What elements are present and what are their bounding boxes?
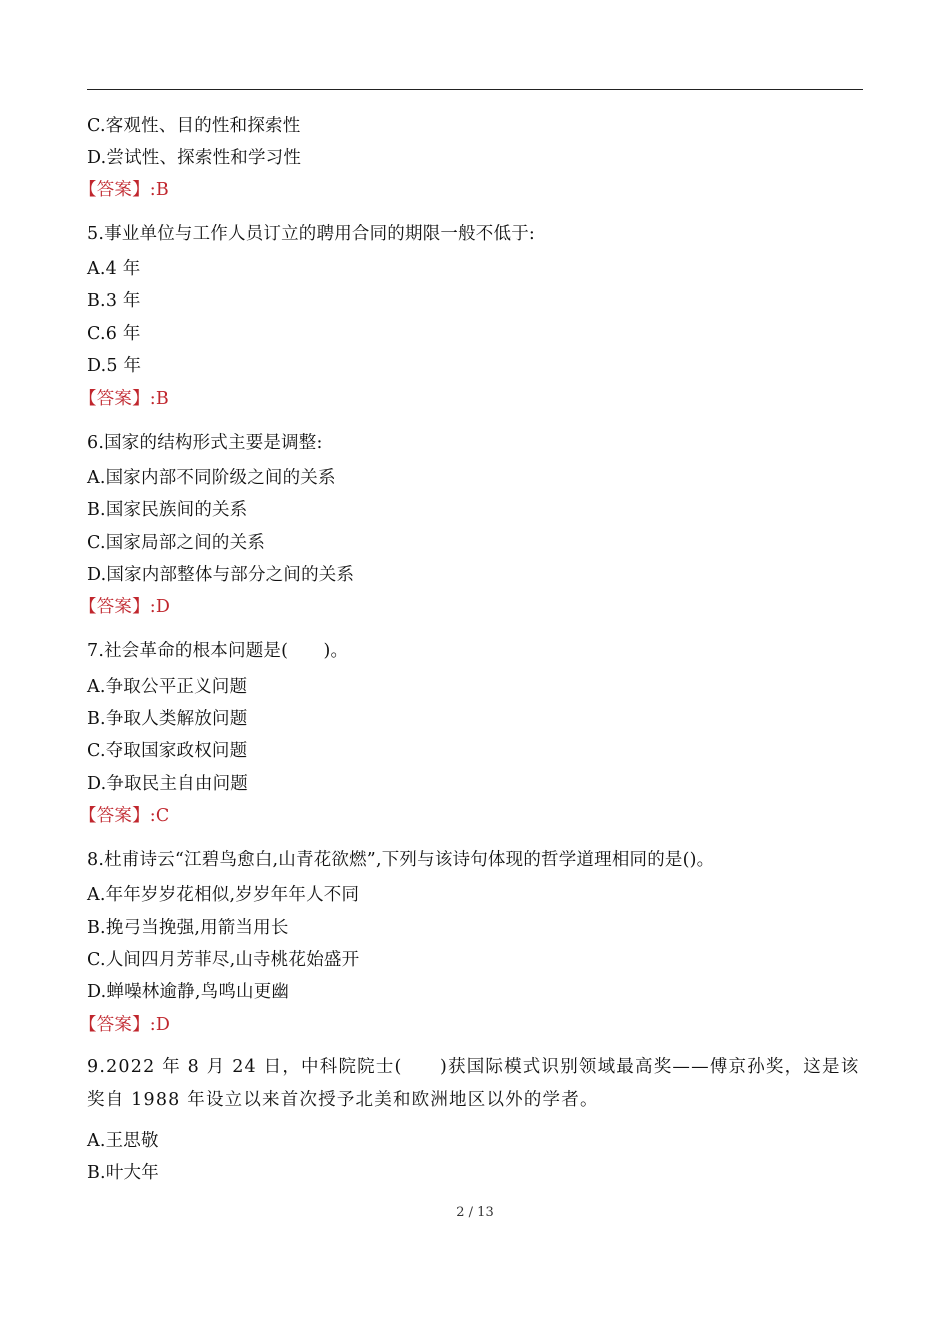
option-line: B.国家民族间的关系: [87, 500, 248, 520]
answer-line: 【答案】:C: [79, 806, 170, 826]
option-line: D.蝉噪林逾静,鸟鸣山更幽: [87, 982, 290, 1002]
option-line: C.人间四月芳菲尽,山寺桃花始盛开: [87, 950, 360, 970]
option-line: A.国家内部不同阶级之间的关系: [87, 468, 336, 488]
option-line: B.争取人类解放问题: [87, 709, 248, 729]
option-line: C.6 年: [87, 324, 141, 344]
question-line: 9.2022 年 8 月 24 日，中科院院士( )获国际模式识别领域最高奖——傅京孙奖，这是该奖自 1988 年设立以来首次授予北美和欧洲地区以外的学者。: [87, 1057, 860, 1110]
answer-line: 【答案】:B: [79, 180, 169, 200]
answer-line: 【答案】:D: [79, 1015, 171, 1035]
option-line: A.年年岁岁花相似,岁岁年年人不同: [87, 885, 360, 905]
option-line: C.客观性、目的性和探索性: [87, 116, 301, 136]
page-number: 2 / 13: [456, 1205, 494, 1220]
option-line: D.争取民主自由问题: [87, 774, 248, 794]
option-line: B.叶大年: [87, 1163, 159, 1183]
option-line: D.尝试性、探索性和学习性: [87, 148, 302, 168]
question-line: 8.杜甫诗云“江碧鸟愈白,山青花欲燃”,下列与该诗句体现的哲学道理相同的是()。: [87, 850, 715, 870]
option-line: A.王思敬: [87, 1131, 159, 1151]
answer-line: 【答案】:B: [79, 389, 169, 409]
answer-line: 【答案】:D: [79, 597, 171, 617]
header-rule: [87, 89, 863, 90]
option-line: D.国家内部整体与部分之间的关系: [87, 565, 355, 585]
option-line: A.4 年: [87, 259, 141, 279]
option-line: C.国家局部之间的关系: [87, 533, 266, 553]
option-line: C.夺取国家政权问题: [87, 741, 248, 761]
option-line: B.挽弓当挽强,用箭当用长: [87, 918, 289, 938]
option-line: D.5 年: [87, 356, 142, 376]
question-line: 6.国家的结构形式主要是调整:: [87, 433, 323, 453]
option-line: A.争取公平正义问题: [87, 677, 248, 697]
question-line: 7.社会革命的根本问题是( )。: [87, 641, 349, 661]
option-line: B.3 年: [87, 291, 141, 311]
question-line: 5.事业单位与工作人员订立的聘用合同的期限一般不低于:: [87, 224, 535, 244]
